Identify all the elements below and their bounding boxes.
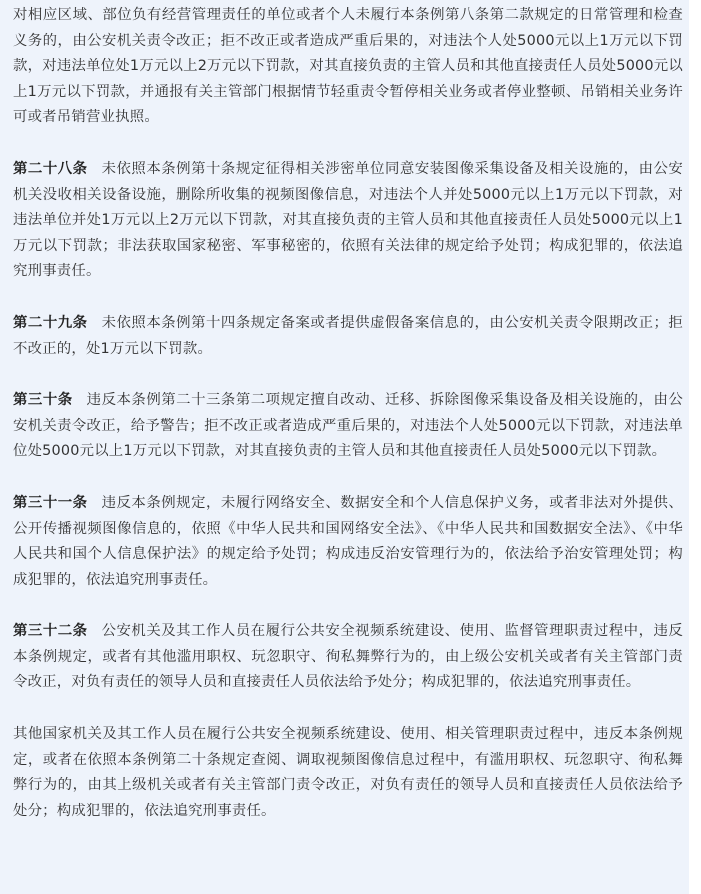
paragraph-article-32 xyxy=(13,619,683,696)
article-heading: 第三十条 xyxy=(13,392,73,409)
paragraph-article-30 xyxy=(13,388,683,465)
article-heading: 第二十九条 xyxy=(13,314,88,331)
paragraph-text: 违反本条例第二十三条第二项规定擅自改动、迁移、拆除图像采集设备及相关设施的，由公安机关责令改正，给予警告；拒不改正或者造成严重后果的，对违法个人处5000元以下罚款，对违法单位处5000元以上1万元以下罚款，对其直接负责的主管人员和其他直接责任人员处5000元以下罚款。 xyxy=(13,392,683,460)
paragraph-text: 其他国家机关及其工作人员在履行公共安全视频系统建设、使用、相关管理职责过程中，违反本条例规定，或者在依照本条例第二十条规定查阅、调取视频图像信息过程中，有滥用职权、玩忽职守、徇私舞弊行为的，由其上级机关或者有关主管部门责令改正，对负有责任的领导人员和直接责任人员依法给予处分；构成犯罪的，依法追究刑事责任。 xyxy=(13,726,683,819)
article-heading: 第二十八条 xyxy=(13,160,88,177)
article-heading: 第三十一条 xyxy=(13,494,88,511)
paragraph-text: 公安机关及其工作人员在履行公共安全视频系统建设、使用、监督管理职责过程中，违反本条例规定，或者有其他滥用职权、玩忽职守、徇私舞弊行为的，由上级公安机关或者有关主管部门责令改正，对负有责任的领导人员和直接责任人员依法给予处分；构成犯罪的，依法追究刑事责任。 xyxy=(13,623,683,691)
paragraph-article-29 xyxy=(13,311,683,362)
paragraph-article-31 xyxy=(13,491,683,593)
paragraph-text: 违反本条例规定，未履行网络安全、数据安全和个人信息保护义务，或者非法对外提供、公开传播视频图像信息的，依照《中华人民共和国网络安全法》、《中华人民共和国数据安全法》、《中华人民共和国个人信息保护法》的规定给予处罚；构成违反治安管理行为的，依法给予治安管理处罚；构成犯罪的，依法追究刑事责任。 xyxy=(13,494,683,588)
paragraph-article-28 xyxy=(13,157,683,285)
paragraph-article-32-clause-2 xyxy=(13,722,683,824)
paragraph-text: 对相应区域、部位负有经营管理责任的单位或者个人未履行本条例第八条第二款规定的日常管理和检查义务的，由公安机关责令改正；拒不改正或者造成严重后果的，对违法个人处5000元以上1万元以下罚款，对违法单位处1万元以上2万元以下罚款，对其直接负责的主管人员和其他直接责任人员处5000元以上1万元以下罚款，并通报有关主管部门根据情节轻重责令暂停相关业务或者停业整顿、吊销相关业务许可或者吊销营业执照。 xyxy=(13,7,683,126)
paragraph-continuation xyxy=(13,3,683,131)
article-heading: 第三十二条 xyxy=(13,623,88,640)
paragraph-text: 未依照本条例第十条规定征得相关涉密单位同意安装图像采集设备及相关设施的，由公安机关没收相关设备设施，删除所收集的视频图像信息，对违法个人并处5000元以上1万元以下罚款，对违法单位并处1万元以上2万元以下罚款，对其直接负责的主管人员和其他直接责任人员处5000元以上1万元以下罚款；非法获取国家秘密、军事秘密的，依照有关法律的规定给予处罚；构成犯罪的，依法追究刑事责任。 xyxy=(13,160,683,280)
paragraph-text: 未依照本条例第十四条规定备案或者提供虚假备案信息的，由公安机关责令限期改正；拒不改正的，处1万元以下罚款。 xyxy=(13,314,683,357)
